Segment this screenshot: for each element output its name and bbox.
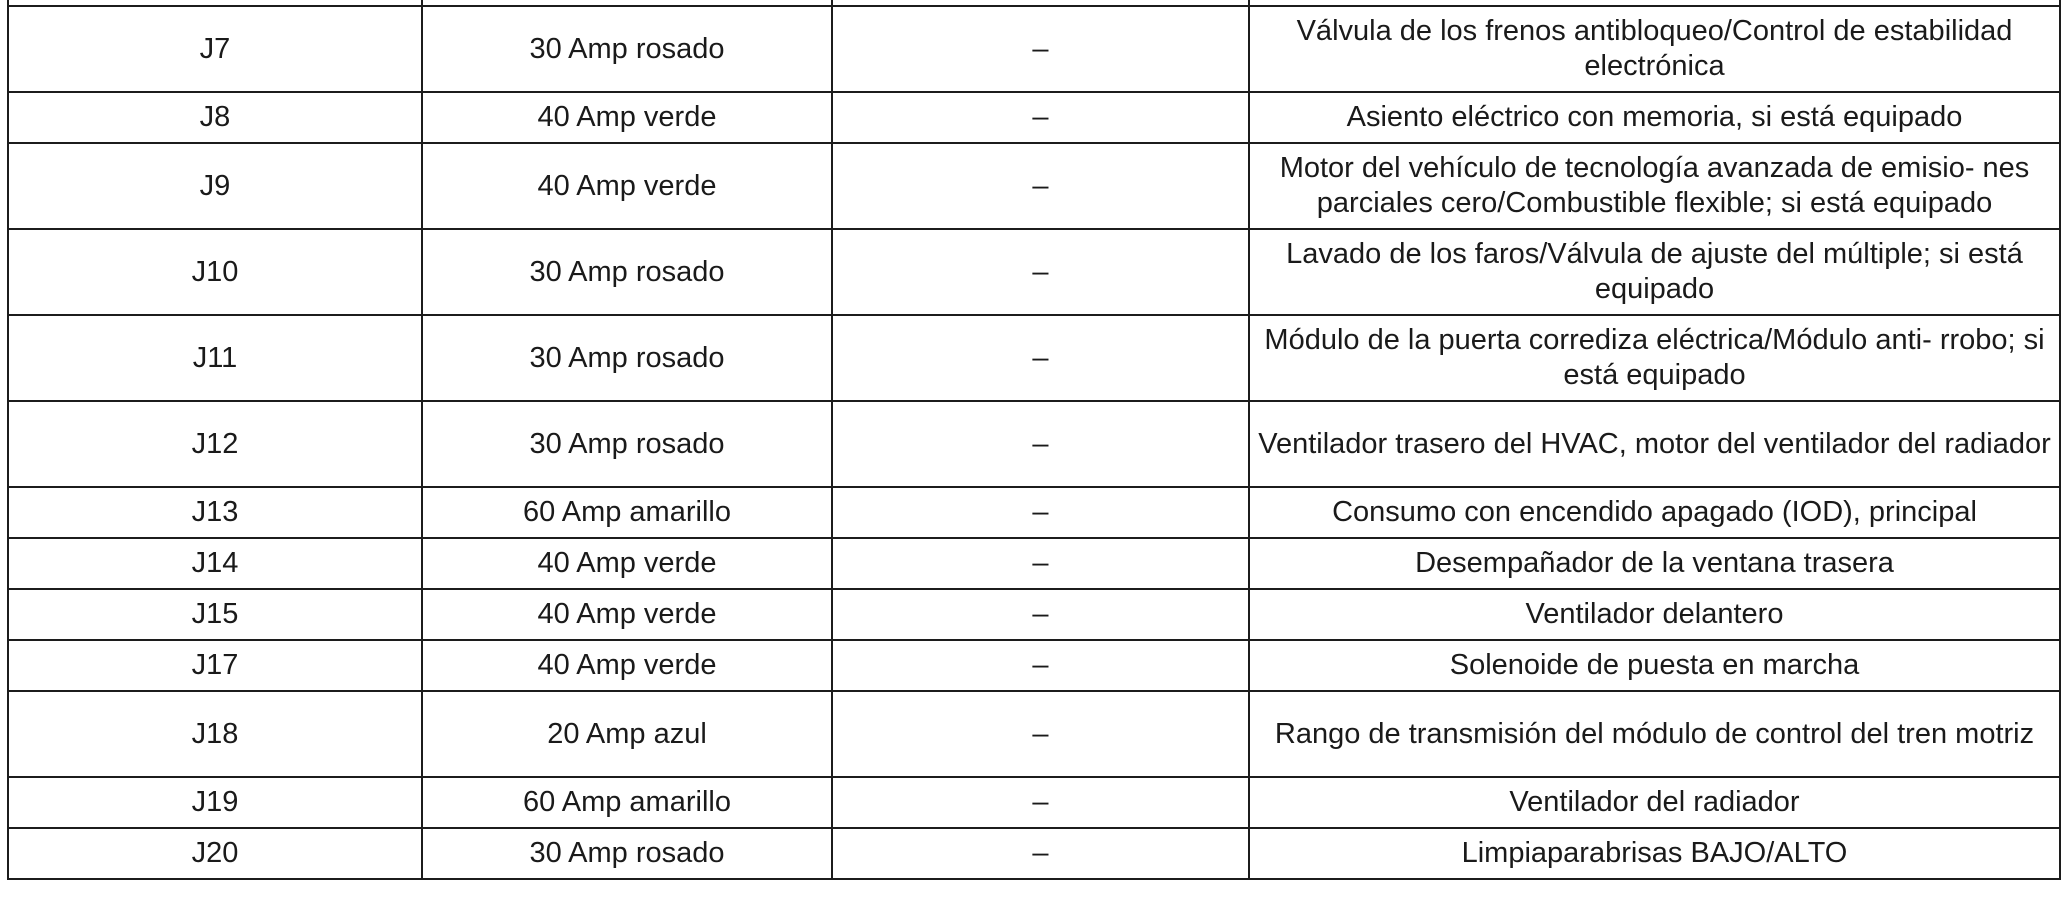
mini-fuse-cell: – [832, 691, 1249, 777]
description-cell: Limpiaparabrisas BAJO/ALTO [1249, 828, 2060, 879]
cavity-cell: J12 [8, 401, 422, 487]
table-row [8, 640, 2060, 691]
table-row [8, 6, 2060, 92]
mini-fuse-cell: – [832, 828, 1249, 879]
fuse-cell: 30 Amp rosado [422, 6, 832, 92]
table-row [8, 92, 2060, 143]
fuse-cell: 30 Amp rosado [422, 315, 832, 401]
description-cell: Ventilador del radiador [1249, 777, 2060, 828]
table-row [8, 589, 2060, 640]
table-row [8, 315, 2060, 401]
table-row [8, 538, 2060, 589]
fuse-cell: 40 Amp verde [422, 640, 832, 691]
mini-fuse-cell: – [832, 401, 1249, 487]
cavity-cell: J9 [8, 143, 422, 229]
mini-fuse-cell: – [832, 229, 1249, 315]
description-cell: Asiento eléctrico con memoria, si está equipado [1249, 92, 2060, 143]
fuse-cell: 40 Amp verde [422, 538, 832, 589]
cavity-cell: J17 [8, 640, 422, 691]
cavity-cell: J8 [8, 92, 422, 143]
cavity-cell: J18 [8, 691, 422, 777]
table-row [8, 487, 2060, 538]
description-cell: Lavado de los faros/Válvula de ajuste del múltiple; si está equipado [1249, 229, 2060, 315]
cavity-cell: J14 [8, 538, 422, 589]
cavity-cell: J15 [8, 589, 422, 640]
table-row [8, 691, 2060, 777]
mini-fuse-cell: – [832, 6, 1249, 92]
cavity-cell: J11 [8, 315, 422, 401]
cavity-cell: J10 [8, 229, 422, 315]
description-cell: Válvula de los frenos antibloqueo/Control de estabilidad electrónica [1249, 6, 2060, 92]
mini-fuse-cell: – [832, 143, 1249, 229]
description-cell: Rango de transmisión del módulo de control del tren motriz [1249, 691, 2060, 777]
fuse-cell: 40 Amp verde [422, 589, 832, 640]
fuse-cell: 30 Amp rosado [422, 229, 832, 315]
description-cell: Módulo de la puerta corrediza eléctrica/Módulo anti- rrobo; si está equipado [1249, 315, 2060, 401]
table-row [8, 229, 2060, 315]
cavity-cell: J7 [8, 6, 422, 92]
description-cell: Consumo con encendido apagado (IOD), principal [1249, 487, 2060, 538]
fuse-cell: 30 Amp rosado [422, 828, 832, 879]
mini-fuse-cell: – [832, 315, 1249, 401]
cavity-cell: J13 [8, 487, 422, 538]
description-cell: Desempañador de la ventana trasera [1249, 538, 2060, 589]
description-cell: Ventilador trasero del HVAC, motor del ventilador del radiador [1249, 401, 2060, 487]
fuse-cell: 60 Amp amarillo [422, 777, 832, 828]
mini-fuse-cell: – [832, 487, 1249, 538]
table-row [8, 777, 2060, 828]
fuse-cell: 20 Amp azul [422, 691, 832, 777]
fuse-cell: 60 Amp amarillo [422, 487, 832, 538]
mini-fuse-cell: – [832, 777, 1249, 828]
cavity-cell: J20 [8, 828, 422, 879]
fuse-cell: 30 Amp rosado [422, 401, 832, 487]
table-row [8, 828, 2060, 879]
fuse-table-body [8, 0, 2060, 879]
fuse-table [7, 0, 2061, 880]
mini-fuse-cell: – [832, 538, 1249, 589]
description-cell: Solenoide de puesta en marcha [1249, 640, 2060, 691]
mini-fuse-cell: – [832, 589, 1249, 640]
table-row [8, 401, 2060, 487]
fuse-cell: 40 Amp verde [422, 143, 832, 229]
description-cell: Motor del vehículo de tecnología avanzada de emisio- nes parciales cero/Combustible flexible; si está equipado [1249, 143, 2060, 229]
cavity-cell: J19 [8, 777, 422, 828]
mini-fuse-cell: – [832, 92, 1249, 143]
mini-fuse-cell: – [832, 640, 1249, 691]
description-cell: Ventilador delantero [1249, 589, 2060, 640]
fuse-cell: 40 Amp verde [422, 92, 832, 143]
table-row [8, 143, 2060, 229]
